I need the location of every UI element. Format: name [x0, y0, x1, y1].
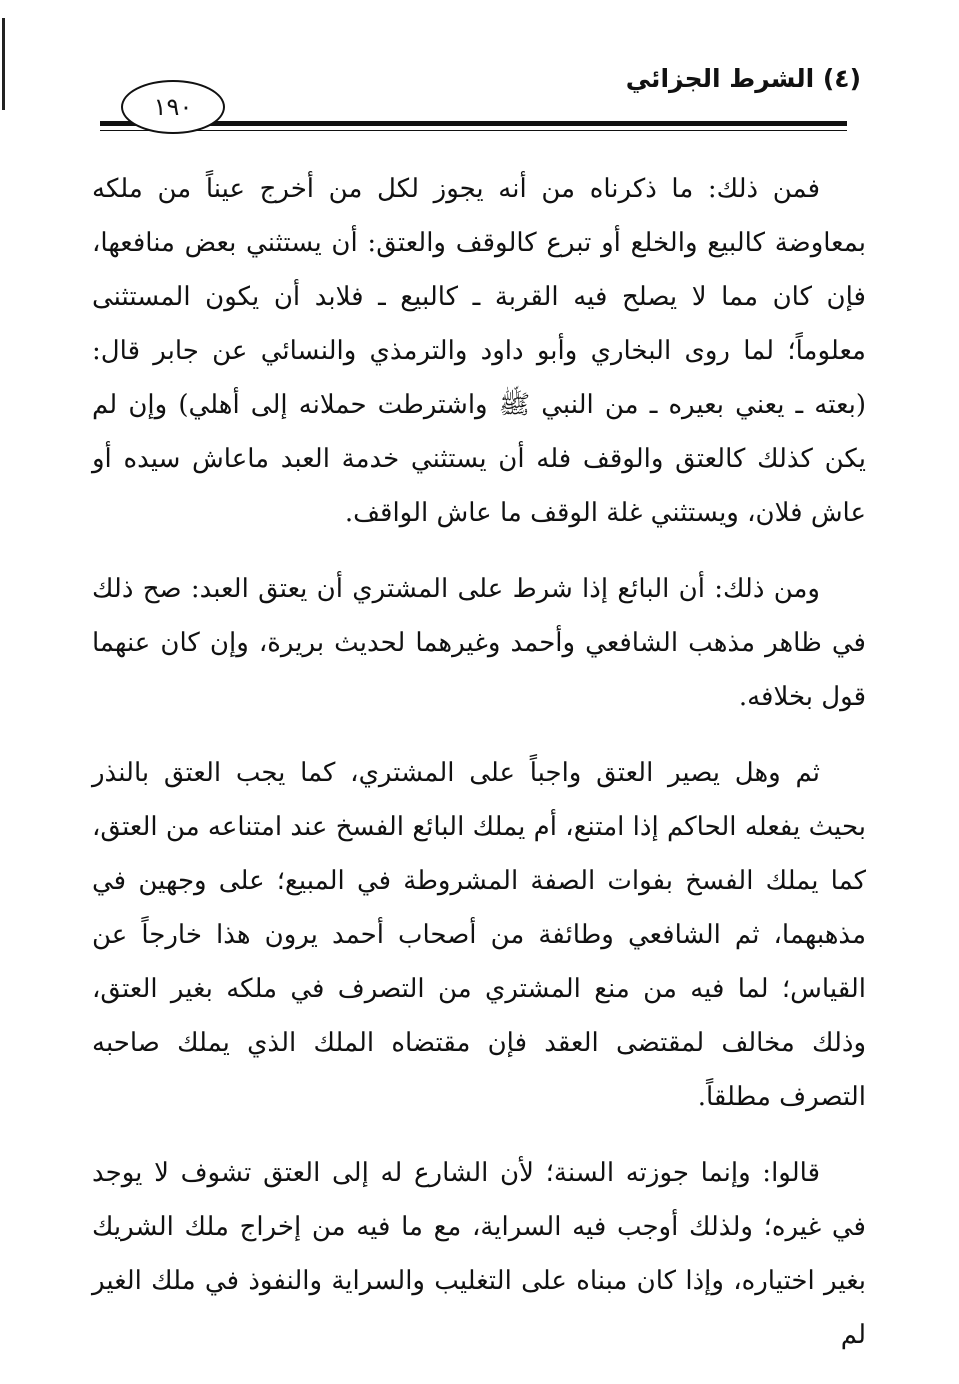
paragraph-2: ومن ذلك: أن البائع إذا شرط على المشتري أن يعتق العبد: صح ذلك في ظاهر مذهب الشافعي وأحمد وغيرهما لحديث بريرة، وإن كان عنهما قول بخلافه. — [92, 574, 866, 712]
paragraph-1: فمن ذلك: ما ذكرناه من أنه يجوز لكل من أخرج عيناً من ملكه بمعاوضة كالبيع والخلع أو تبرع كالوقف والعتق: أن يستثني بعض منافعها، فإن كان مما لا يصلح فيه القربة ـ كالبيع ـ فلابد أن يكون المستثنى معلوماً؛ لما روى البخاري وأبو داود والترمذي والنسائي عن جابر قال: (بعته ـ يعني بعيره ـ من النبي ﷺ واشترطت حملانه إلى أهلي) وإن لم يكن كذلك كالعتق والوقف فله أن يستثني خدمة العبد ماعاش سيده أو عاش فلان، ويستثني غلة الوقف ما عاش الواقف. — [92, 174, 866, 528]
paragraph-4: قالوا: وإنما جوزته السنة؛ لأن الشارع له إلى العتق تشوف لا يوجد في غيره؛ ولذلك أوجب فيه السراية، مع ما فيه من إخراج ملك الشريك بغير اختياره، وإذا كان مبناه على التغليب والسراية والنفوذ في ملك الغير لم — [92, 1158, 866, 1350]
header-rule-thin — [100, 130, 847, 131]
body-text — [92, 162, 866, 1384]
page-number: ١٩٠ — [153, 93, 193, 121]
paragraph-3: ثم وهل يصير العتق واجباً على المشتري، كما يجب العتق بالنذر بحيث يفعله الحاكم إذا امتنع، أم يملك البائع الفسخ عند امتناعه من العتق، كما يملك الفسخ بفوات الصفة المشروطة في المبيع؛ على وجهين في مذهبهما، ثم الشافعي وطائفة من أصحاب أحمد يرون هذا خارجاً عن القياس؛ لما فيه من منع المشتري من التصرف في ملكه بغير العتق، وذلك مخالف لمقتضى العقد فإن مقتضاه الملك الذي يملك صاحبه التصرف مطلقاً. — [92, 758, 866, 1112]
page-number-oval — [121, 80, 225, 134]
scan-edge-mark — [2, 18, 5, 110]
running-title: (٤) الشرط الجزائي — [625, 64, 861, 93]
